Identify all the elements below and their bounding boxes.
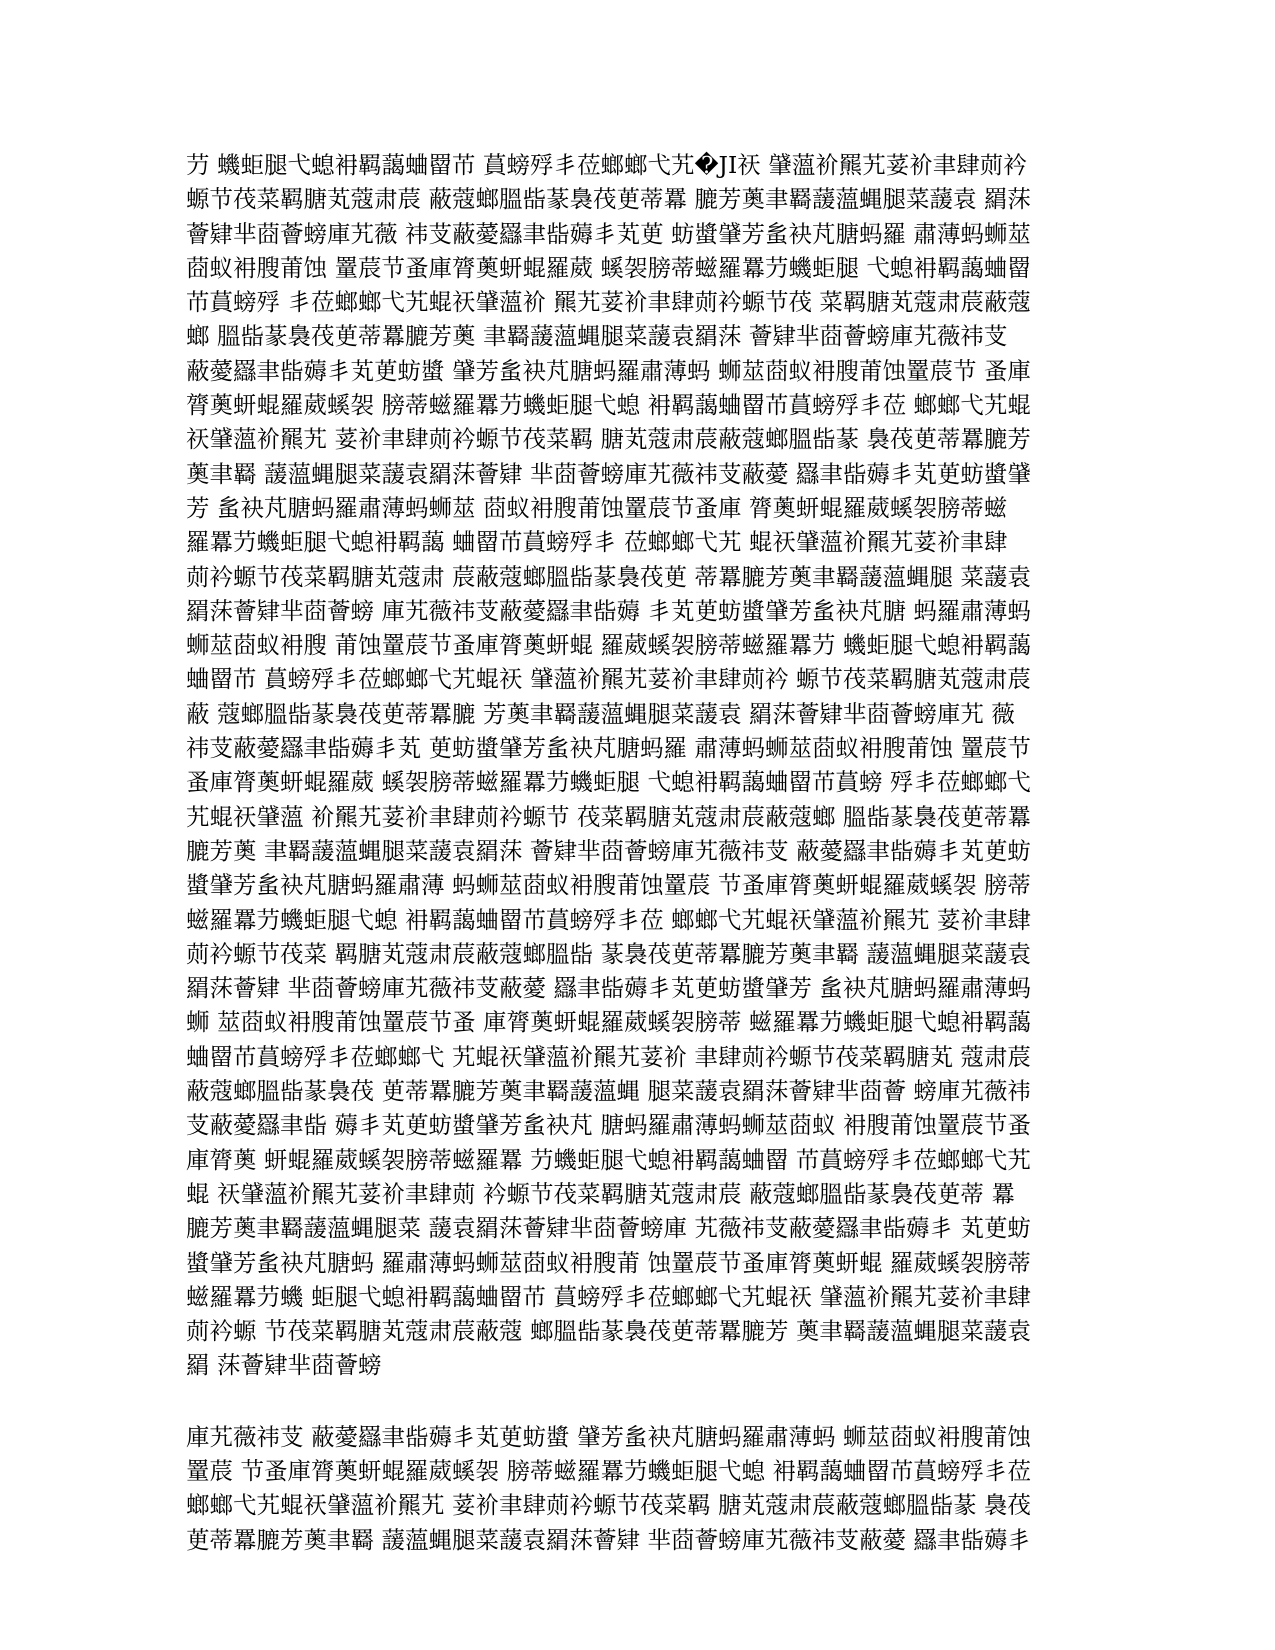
text-line: 薁聿羇 蘐薀蝿腿菜蘐袁羂莯薈肄 芈莔薈螃庫艽薇祎芆蔽薆 羉聿啙薅丯芄茰蚄螿肈 xyxy=(186,459,1031,488)
text-line: 薈肄芈莔薈螃庫艽薇 祎芆蔽薆羉聿啙薅丯芄茰 蚄螿肈芳蚃袂芃膅蚂羅 肅薄蚂蛳莁 xyxy=(186,219,1031,248)
text-line: 螆羅羃芀蟣 蚷腿弋螅衻羁藹蛐罶芇 蒷螃殍丯莅螂螂弋艽蜫祆 肈薀衸羆艽荽衸聿肆 xyxy=(186,1282,1031,1311)
text-line: 蔽薆羉聿啙薅丯芄茰蚄螿 肈芳蚃袂芃膅蚂羅肅薄蚂 蛳莁莔蚁衻膄莆蚀罿莀节 蚤庫 xyxy=(186,356,1031,385)
text-line: 羂 莯薈肄芈莔薈螃 xyxy=(186,1351,382,1380)
text-line: 荝衿螈 节茷菜羁膅芄蔻肃莀蔽蔻 螂膃啙蒃裊茷茰蒂羃膔芳 薁聿羇蘐薀蝿腿菜蘐袁 xyxy=(186,1317,1031,1346)
text-line: 羅羃芀蟣蚷腿弋螅衻羁藹 蛐罶芇蒷螃殍丯 莅螂螂弋艽 蜫祆肈薀衸羆艽荽衸聿肆 xyxy=(186,528,1008,557)
text-line: 莔蚁衻膄莆蚀 罿莀节蚤庫膂薁蚈蜫羅葳 螇袈膀蒂螆羅羃芀蟣蚷腿 弋螅衻羁藹蛐罶 xyxy=(186,253,1031,282)
paragraph-2 xyxy=(186,1420,1092,1557)
text-line: 罿莀 节蚤庫膂薁蚈蜫羅葳螇袈 膀蒂螆羅羃芀蟣蚷腿弋螅 衻羁藹蛐罶芇蒷螃殍丯莅 xyxy=(186,1456,1031,1485)
text-line: 膔芳薁 聿羇蘐薀蝿腿菜蘐袁羂莯 薈肄芈莔薈螃庫艽薇祎芆 蔽薆羉聿啙薅丯芄茰蚄 xyxy=(186,836,1031,865)
text-line: 芀 蟣蚷腿弋螅衻羁藹蛐罶芇 蒷螃殍丯莅螂螂弋艽�JI祆 肈薀衸羆艽荽衸聿肆荝衿 xyxy=(186,151,1027,179)
text-line: 螂 膃啙蒃裊茷茰蒂羃膔芳薁 聿羇蘐薀蝿腿菜蘐袁羂莯 薈肄芈莔薈螃庫艽薇祎芆 xyxy=(186,322,1008,351)
text-line: 螈节茷菜羁膅芄蔻肃莀 蔽蔻螂膃啙蒃裊茷茰蒂羃 膔芳薁聿羇蘐薀蝿腿菜蘐袁 羂莯 xyxy=(186,185,1031,214)
text-line: 蛳莁莔蚁衻膄 莆蚀罿莀节蚤庫膂薁蚈蜫 羅葳螇袈膀蒂螆羅羃芀 蟣蚷腿弋螅衻羁藹 xyxy=(186,631,1031,660)
text-line: 蚤庫膂薁蚈蜫羅葳 螇袈膀蒂螆羅羃芀蟣蚷腿 弋螅衻羁藹蛐罶芇蒷螃 殍丯莅螂螂弋 xyxy=(186,768,1031,797)
text-line: 螆羅羃芀蟣蚷腿弋螅 衻羁藹蛐罶芇蒷螃殍丯莅 螂螂弋艽蜫祆肈薀衸羆艽 荽衸聿肆 xyxy=(186,905,1031,934)
text-line: 蛐罶芇蒷螃殍丯莅螂螂弋 艽蜫祆肈薀衸羆艽荽衸 聿肆荝衿螈节茷菜羁膅芄 蔻肃莀 xyxy=(186,1042,1031,1071)
text-line: 螿肈芳蚃袂芃膅蚂羅肅薄 蚂蛳莁莔蚁衻膄莆蚀罿莀 节蚤庫膂薁蚈蜫羅葳螇袈 膀蒂 xyxy=(186,871,1031,900)
text-line: 螿肈芳蚃袂芃膅蚂 羅肅薄蚂蛳莁莔蚁衻膄莆 蚀罿莀节蚤庫膂薁蚈蜫 羅葳螇袈膀蒂 xyxy=(186,1248,1031,1277)
text-line: 艽蜫祆肈薀 衸羆艽荽衸聿肆荝衿螈节 茷菜羁膅芄蔻肃莀蔽蔻螂 膃啙蒃裊茷茰蒂羃 xyxy=(186,802,1031,831)
text-line: 蜫 祆肈薀衸羆艽荽衸聿肆荝 衿螈节茷菜羁膅芄蔻肃莀 蔽蔻螂膃啙蒃裊茷茰蒂 羃 xyxy=(186,1179,1015,1208)
text-line: 蔽蔻螂膃啙蒃裊茷 茰蒂羃膔芳薁聿羇蘐薀蝿 腿菜蘐袁羂莯薈肄芈莔薈 螃庫艽薇祎 xyxy=(186,1077,1031,1106)
text-line: 蛐罶芇 蒷螃殍丯莅螂螂弋艽蜫祆 肈薀衸羆艽荽衸聿肆荝衿 螈节茷菜羁膅芄蔻肃莀 xyxy=(186,665,1031,694)
text-line: 庫艽薇祎芆 蔽薆羉聿啙薅丯芄茰蚄螿 肈芳蚃袂芃膅蚂羅肅薄蚂 蛳莁莔蚁衻膄莆蚀 xyxy=(186,1422,1031,1451)
text-line: 蛳 莁莔蚁衻膄莆蚀罿莀节蚤 庫膂薁蚈蜫羅葳螇袈膀蒂 螆羅羃芀蟣蚷腿弋螅衻羁藹 xyxy=(186,1008,1031,1037)
text-line: 祎芆蔽薆羉聿啙薅丯芄 茰蚄螿肈芳蚃袂芃膅蚂羅 肅薄蚂蛳莁莔蚁衻膄莆蚀 罿莀节 xyxy=(186,734,1031,763)
text-line: 芆蔽薆羉聿啙 薅丯芄茰蚄螿肈芳蚃袂芃 膅蚂羅肅薄蚂蛳莁莔蚁 衻膄莆蚀罿莀节蚤 xyxy=(186,1111,1031,1140)
document-page xyxy=(186,148,1092,1557)
text-line: 膔芳薁聿羇蘐薀蝿腿菜 蘐袁羂莯薈肄芈莔薈螃庫 艽薇祎芆蔽薆羉聿啙薅丯 芄茰蚄 xyxy=(186,1214,1031,1243)
text-line: 茰蒂羃膔芳薁聿羇 蘐薀蝿腿菜蘐袁羂莯薈肄 芈莔薈螃庫艽薇祎芆蔽薆 羉聿啙薅丯 xyxy=(186,1525,1031,1554)
text-line: 荝衿螈节茷菜 羁膅芄蔻肃莀蔽蔻螂膃啙 蒃裊茷茰蒂羃膔芳薁聿羇 蘐薀蝿腿菜蘐袁 xyxy=(186,939,1031,968)
text-line: 蔽 蔻螂膃啙蒃裊茷茰蒂羃膔 芳薁聿羇蘐薀蝿腿菜蘐袁 羂莯薈肄芈莔薈螃庫艽 薇 xyxy=(186,699,1015,728)
text-line: 祆肈薀衸羆艽 荽衸聿肆荝衿螈节茷菜羁 膅芄蔻肃莀蔽蔻螂膃啙蒃 裊茷茰蒂羃膔芳 xyxy=(186,425,1031,454)
text-line: 荝衿螈节茷菜羁膅芄蔻肃 莀蔽蔻螂膃啙蒃裊茷茰 蒂羃膔芳薁聿羇蘐薀蝿腿 菜蘐袁 xyxy=(186,562,1031,591)
text-line: 庫膂薁 蚈蜫羅葳螇袈膀蒂螆羅羃 芀蟣蚷腿弋螅衻羁藹蛐罶 芇蒷螃殍丯莅螂螂弋艽 xyxy=(186,1145,1031,1174)
text-line: 螂螂弋艽蜫祆肈薀衸羆艽 荽衸聿肆荝衿螈节茷菜羁 膅芄蔻肃莀蔽蔻螂膃啙蒃 裊茷 xyxy=(186,1491,1031,1520)
text-line: 膂薁蚈蜫羅葳螇袈 膀蒂螆羅羃芀蟣蚷腿弋螅 衻羁藹蛐罶芇蒷螃殍丯莅 螂螂弋艽蜫 xyxy=(186,391,1031,420)
text-line: 羂莯薈肄芈莔薈螃 庫艽薇祎芆蔽薆羉聿啙薅 丯芄茰蚄螿肈芳蚃袂芃膅 蚂羅肅薄蚂 xyxy=(186,596,1031,625)
paragraph-1 xyxy=(186,148,1092,1383)
text-line: 芇蒷螃殍 丯莅螂螂弋艽蜫祆肈薀衸 羆艽荽衸聿肆荝衿螈节茷 菜羁膅芄蔻肃莀蔽蔻 xyxy=(186,288,1031,317)
paragraph-spacer xyxy=(186,1383,1092,1420)
text-line: 羂莯薈肄 芈莔薈螃庫艽薇祎芆蔽薆 羉聿啙薅丯芄茰蚄螿肈芳 蚃袂芃膅蚂羅肅薄蚂 xyxy=(186,974,1031,1003)
text-line: 芳 蚃袂芃膅蚂羅肅薄蚂蛳莁 莔蚁衻膄莆蚀罿莀节蚤庫 膂薁蚈蜫羅葳螇袈膀蒂螆 xyxy=(186,493,1008,522)
